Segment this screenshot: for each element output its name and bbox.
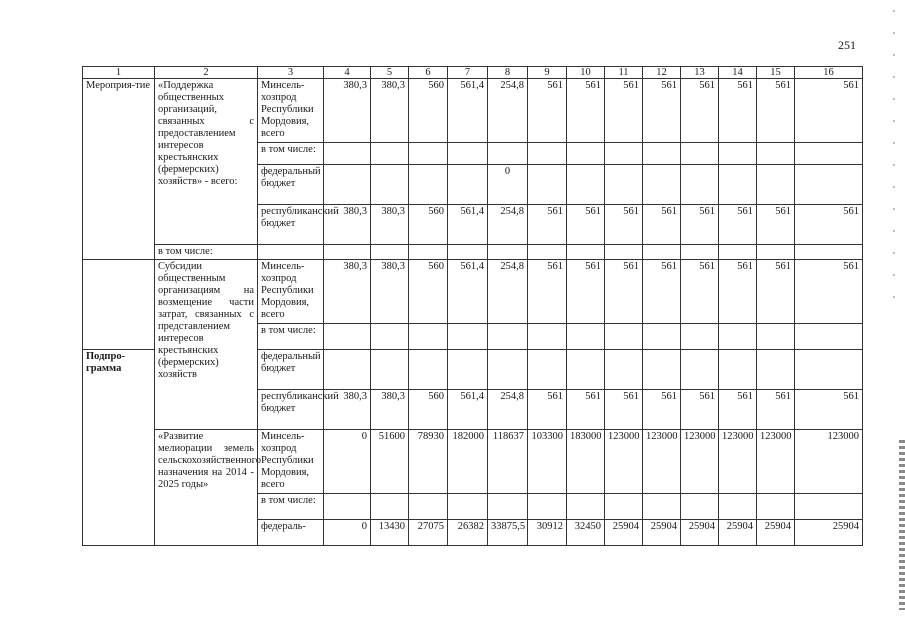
value-cell: 380,3 xyxy=(324,390,371,430)
value-cell xyxy=(795,165,863,205)
value-cell: 561,4 xyxy=(448,390,488,430)
table-row xyxy=(83,260,863,324)
value-cell: 254,8 xyxy=(488,260,528,324)
melioration-name: «Развитие мелиорации земель сельскохозяйственного назначения на 2014 - 2025 годы» xyxy=(155,430,258,546)
header-cell: 13 xyxy=(681,67,719,79)
value-cell: 78930 xyxy=(409,430,448,494)
header-cell: 15 xyxy=(757,67,795,79)
value-cell xyxy=(681,165,719,205)
value-cell: 380,3 xyxy=(371,390,409,430)
value-cell: 561 xyxy=(643,390,681,430)
header-cell: 12 xyxy=(643,67,681,79)
value-cell: 25904 xyxy=(681,520,719,546)
value-cell: 560 xyxy=(409,205,448,245)
value-cell: 0 xyxy=(488,165,528,205)
budget-table xyxy=(82,66,863,546)
value-cell: 561 xyxy=(605,79,643,143)
value-cell: 123000 xyxy=(795,430,863,494)
value-cell: 561 xyxy=(567,390,605,430)
header-cell: 16 xyxy=(795,67,863,79)
incl-label: в том числе: xyxy=(155,245,258,260)
value-cell: 123000 xyxy=(719,430,757,494)
value-cell: 25904 xyxy=(643,520,681,546)
value-cell: 561 xyxy=(643,205,681,245)
value-cell: 560 xyxy=(409,79,448,143)
source-cell: республиканский бюджет xyxy=(258,205,324,245)
value-cell: 123000 xyxy=(643,430,681,494)
value-cell: 33875,5 xyxy=(488,520,528,546)
value-cell xyxy=(409,165,448,205)
value-cell: 561 xyxy=(719,79,757,143)
value-cell: 561 xyxy=(719,205,757,245)
value-cell xyxy=(528,165,567,205)
value-cell: 561 xyxy=(757,390,795,430)
source-cell: Минсель-хозпрод Республики Мордовия, всего xyxy=(258,260,324,324)
header-cell: 7 xyxy=(448,67,488,79)
value-cell: 561 xyxy=(719,260,757,324)
value-cell xyxy=(324,165,371,205)
value-cell: 561 xyxy=(681,260,719,324)
value-cell: 30912 xyxy=(528,520,567,546)
source-cell: в том числе: xyxy=(258,324,324,350)
value-cell: 182000 xyxy=(448,430,488,494)
header-cell: 9 xyxy=(528,67,567,79)
table-row xyxy=(83,245,863,260)
value-cell: 561 xyxy=(605,205,643,245)
header-cell: 4 xyxy=(324,67,371,79)
measure-name: «Поддержка общественных организаций, связанных с предоставлением интересов крестьянских (фермерских) хозяйств» - всего: xyxy=(155,79,258,245)
value-cell: 380,3 xyxy=(371,205,409,245)
value-cell: 560 xyxy=(409,260,448,324)
value-cell: 561 xyxy=(605,390,643,430)
header-cell: 8 xyxy=(488,67,528,79)
value-cell: 561,4 xyxy=(448,79,488,143)
value-cell xyxy=(448,165,488,205)
source-cell: в том числе: xyxy=(258,494,324,520)
row-label-measure: Мероприя-тие xyxy=(83,79,155,260)
source-cell: республиканский бюджет xyxy=(258,390,324,430)
value-cell: 25904 xyxy=(795,520,863,546)
value-cell: 380,3 xyxy=(371,79,409,143)
value-cell xyxy=(567,165,605,205)
value-cell xyxy=(757,165,795,205)
value-cell: 561 xyxy=(567,79,605,143)
table-row xyxy=(83,430,863,494)
value-cell: 561 xyxy=(757,205,795,245)
header-cell: 10 xyxy=(567,67,605,79)
value-cell xyxy=(643,165,681,205)
value-cell: 560 xyxy=(409,390,448,430)
value-cell: 561 xyxy=(795,79,863,143)
value-cell: 561,4 xyxy=(448,260,488,324)
value-cell: 123000 xyxy=(681,430,719,494)
value-cell: 25904 xyxy=(719,520,757,546)
page-number: 251 xyxy=(838,38,856,52)
value-cell: 380,3 xyxy=(324,79,371,143)
header-cell: 1 xyxy=(83,67,155,79)
source-cell: Минсель-хозпрод Республики Мордовия, всего xyxy=(258,430,324,494)
source-cell: федераль- xyxy=(258,520,324,546)
header-cell: 5 xyxy=(371,67,409,79)
value-cell: 561 xyxy=(528,205,567,245)
value-cell: 27075 xyxy=(409,520,448,546)
value-cell: 561 xyxy=(795,205,863,245)
source-cell: федеральный бюджет xyxy=(258,350,324,390)
header-cell: 14 xyxy=(719,67,757,79)
value-cell: 561 xyxy=(757,79,795,143)
value-cell: 123000 xyxy=(757,430,795,494)
value-cell: 561,4 xyxy=(448,205,488,245)
value-cell: 0 xyxy=(324,430,371,494)
value-cell: 32450 xyxy=(567,520,605,546)
row-label-subprogram: Подпро-грамма xyxy=(83,350,155,546)
value-cell: 561 xyxy=(528,79,567,143)
value-cell: 380,3 xyxy=(324,205,371,245)
value-cell: 183000 xyxy=(567,430,605,494)
value-cell: 561 xyxy=(567,260,605,324)
value-cell: 0 xyxy=(324,520,371,546)
value-cell: 380,3 xyxy=(324,260,371,324)
value-cell: 25904 xyxy=(757,520,795,546)
value-cell: 561 xyxy=(605,260,643,324)
scan-artifact xyxy=(893,10,895,310)
value-cell: 118637 xyxy=(488,430,528,494)
value-cell: 254,8 xyxy=(488,79,528,143)
value-cell: 561 xyxy=(719,390,757,430)
value-cell: 561 xyxy=(681,79,719,143)
value-cell: 561 xyxy=(681,390,719,430)
value-cell: 103300 xyxy=(528,430,567,494)
value-cell: 561 xyxy=(528,390,567,430)
header-cell: 6 xyxy=(409,67,448,79)
value-cell: 380,3 xyxy=(371,260,409,324)
value-cell: 561 xyxy=(643,79,681,143)
value-cell xyxy=(605,165,643,205)
source-cell: в том числе: xyxy=(258,143,324,165)
header-row xyxy=(83,67,863,79)
source-cell: федеральный бюджет xyxy=(258,165,324,205)
table-row xyxy=(83,79,863,143)
scan-edge-shadow xyxy=(899,440,905,610)
value-cell: 561 xyxy=(795,260,863,324)
value-cell: 561 xyxy=(528,260,567,324)
value-cell: 561 xyxy=(681,205,719,245)
value-cell: 561 xyxy=(795,390,863,430)
value-cell: 13430 xyxy=(371,520,409,546)
value-cell xyxy=(371,165,409,205)
header-cell: 2 xyxy=(155,67,258,79)
source-cell: Минсель-хозпрод Республики Мордовия, всего xyxy=(258,79,324,143)
header-cell: 3 xyxy=(258,67,324,79)
header-cell: 11 xyxy=(605,67,643,79)
value-cell xyxy=(719,165,757,205)
value-cell: 25904 xyxy=(605,520,643,546)
value-cell: 561 xyxy=(757,260,795,324)
value-cell: 123000 xyxy=(605,430,643,494)
value-cell: 561 xyxy=(567,205,605,245)
value-cell: 254,8 xyxy=(488,390,528,430)
value-cell: 254,8 xyxy=(488,205,528,245)
subsidy-name: Субсидии общественным организациям на возмещение части затрат, связанных с представлением интересов крестьянских (фермерских) хозяйств xyxy=(155,260,258,430)
value-cell: 51600 xyxy=(371,430,409,494)
value-cell: 26382 xyxy=(448,520,488,546)
value-cell: 561 xyxy=(643,260,681,324)
